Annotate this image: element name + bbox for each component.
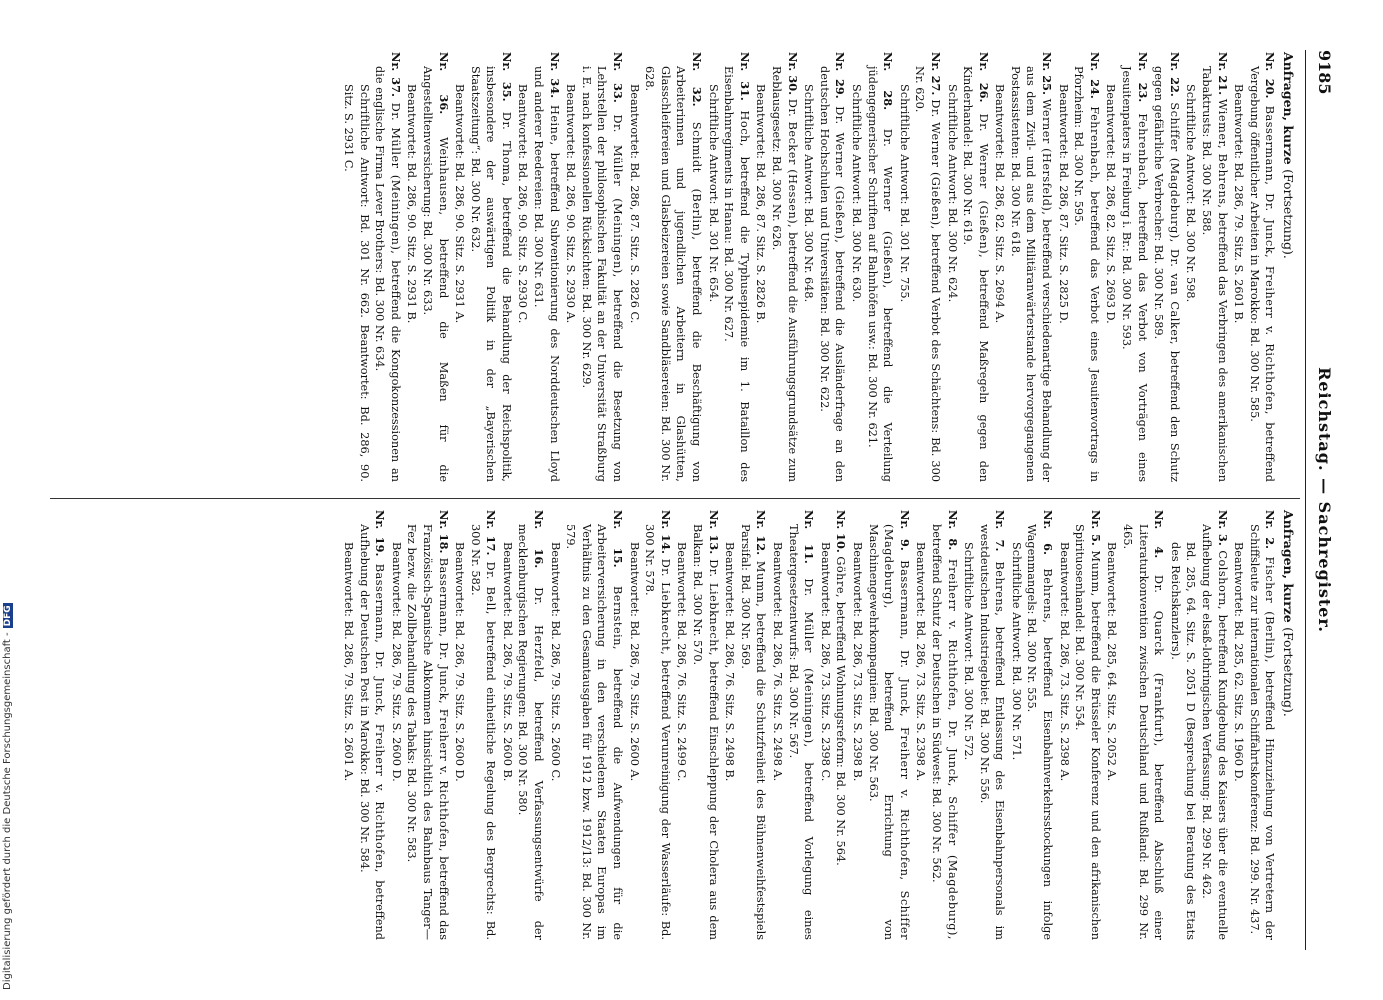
entry-number: Nr. 6. [1041,510,1056,555]
entry-number: Nr. 19. [373,510,388,557]
entry-reference: Beantwortet: Bd. 286, 73. Sitz. S. 2398 C. [818,542,832,782]
entry-text: betreffend Entlassung des Eisenbahnpersonals im westdeutschen Industriegebiet: Bd. 300 Nr. 556. [977,524,1007,941]
entry-text: betreffend das Verbot eines Jesuitenvortrags in Pforzheim: Bd. 300 Nr. 595. [1072,66,1101,483]
entry-names: Dr. Quarck (Frankfurt), [1152,575,1166,747]
entry-reference: Beantwortet: Bd. 286, 87. Sitz. S. 2826 C. [627,84,641,324]
entry-number: Nr. 22. [1167,52,1182,97]
entry-reference: Beantwortet: Bd. 286, 79. Sitz. S. 2601 B. [1232,84,1246,324]
index-entry [944,52,991,482]
credit-text: Digitalisierung gefördert durch die Deutsche Forschungsgemeinschaft - [2,632,13,990]
index-entry [1151,52,1182,482]
index-entry [626,510,673,940]
entry-text: betreffend Wohnungsreform: Bd. 300 Nr. 564. [834,601,848,866]
entry-number: Nr. 37. [388,52,403,97]
index-entry [547,510,625,940]
entry-names: Dr. Werner (Gießen), [881,128,895,289]
entry-text: betreffend Subventionierung des Norddeutschen Lloyd und anderer Reedereien: Bd. 300 Nr. 631. [532,66,561,483]
index-entry [913,510,960,940]
entry-reference: Beantwortet: Bd. 286, 79. Sitz. S. 2600 A. [627,542,641,782]
index-entry [674,510,721,940]
entry-number: Nr. 14. [658,510,673,554]
index-entry [1056,510,1103,940]
digitization-credit [2,560,16,990]
entry-names: Weinhausen, [436,137,450,216]
section-heading-title: Anfragen, kurze [1281,510,1296,623]
entry-reference: Beantwortet: Bd. 286, 79. Sitz. S. 2600 C. [548,542,562,782]
entry-number: Nr. 33. [611,52,626,103]
entry-text: betreffend Vorlegung eines Theatergesetzentwurfs: Bd. 300 Nr. 567. [786,524,816,940]
entry-text: betreffend verschiedenartige Behandlung der aus dem Zivil- und aus dem Militäranwärterstande hervorgegangenen Postassistenten: Bd. 300 Nr. 618. [1008,66,1054,483]
entry-number: Nr. 26. [976,52,991,103]
entry-names: Dr. Müller (Meiningen), [802,578,816,748]
section-heading-continued: (Fortsetzung). [1281,627,1296,717]
entry-text: betreffend Eisenbahnverkehrsstockungen infolge Wagenmangels: Bd. 300 Nr. 555. [1025,524,1055,941]
index-entry [626,52,704,482]
entry-reference: Schriftliche Antwort: Bd. 300 Nr. 648. [802,84,816,303]
index-entry [849,510,911,940]
entry-number: Nr. 27. [928,52,943,96]
entry-names: Colshorn, [1215,550,1229,611]
entry-number: Nr. 12. [754,510,769,556]
entry-text: betreffend Aufhebung der Deutschen Post in Marokko: Bd. 300 Nr. 584. [357,524,387,940]
entry-reference: Beantwortet: Bd. 286, 79. Sitz. S. 2600 D. [453,542,467,782]
left-column [56,52,1296,482]
entry-names: Behrens, [1041,568,1055,624]
index-entry [404,52,451,482]
entry-names: Schiffer (Magdeburg), Dr. van Calker, [1167,102,1181,346]
entry-reference: Schriftliche Antwort: Bd. 301 Nr. 755. [897,84,911,303]
entry-number: Nr. 30. [785,52,800,96]
entry-text: betreffend die Besetzung von Lehrstellen der philosophischen Fakultät an der Universität Straßburg i. E. nach konfessionellen Rücksichten: Bd. 300 Nr. 629. [579,66,625,482]
entry-number: Nr. 25. [1040,52,1055,95]
entry-number: Nr. 23. [1135,52,1150,103]
entry-number: Nr. 28. [881,52,896,111]
entry-text: betreffend die Kongokonzessionen an die englische Firma Lever Brothers: Bd. 300 Nr. 634. [373,66,402,482]
entry-names: Schmidt (Berlin), [690,121,704,241]
page-header [1308,50,1334,950]
right-column [56,510,1296,940]
entry-number: Nr. 8. [945,510,960,551]
entry-names: Werner (Hersfeld), [1040,98,1054,216]
entry-reference: Beantwortet: Bd. 286, 82. Sitz. S. 2694 A. [993,84,1007,324]
index-entry [499,510,546,940]
entry-names: Dr. Werner (Gießen), [928,99,942,230]
entry-names: Bassermann, Dr. Junck, Freiherr v. Richthofen, [1263,105,1277,415]
dfg-logo: DFG [3,605,13,627]
entry-names: Dr. Liebknecht, [706,559,720,657]
index-entry [769,510,816,940]
entry-reference: Beantwortet: Bd. 286, 73. Sitz. S. 2398 A. [914,542,928,782]
index-entry [801,52,848,482]
section-heading [1280,52,1296,482]
index-entry [848,52,895,482]
index-entry [992,52,1054,482]
entry-names: Dr. Liebknecht, [658,558,672,656]
index-entry [340,510,387,940]
index-entry [1104,510,1166,940]
entry-names: Dr. Thoma, [499,111,513,187]
entry-names: Wiemer, Behrens, [1215,98,1229,209]
entry-names: Bassermann, Dr. Junck, Freiherr v. Richthofen, [436,557,450,852]
entry-number: Nr. 5. [1088,510,1103,546]
rotated-page-content [40,40,1340,960]
entry-text: betreffend Maßregeln gegen den Kinderhandel: Bd. 300 Nr. 619. [961,66,990,483]
entry-text: betreffend Verbot des Schächtens: Bd. 300 Nr. 620. [913,66,942,482]
entry-reference: Beantwortet: Bd. 285, 64. Sitz. S. 2052 A. [1105,542,1119,782]
entry-reference: Beantwortet: Bd. 286, 90. Sitz. S. 2931 A. [453,84,467,324]
entry-text: betreffend das Französisch-Spanische Abkommen hinsichtlich des Bahnbaus Tanger—Fez bezw. die Zollbehandlung des Tabaks: Bd. 300 Nr. 583. [405,524,450,941]
entry-names: Mumm, [754,560,768,608]
entry-names: Dr. Müller (Meiningen), [611,114,625,278]
index-entry [1183,52,1230,482]
entry-text: betreffend Kundgebung des Kaisers über die eventuelle Aufhebung der elsaß-lothringischen Verfassung: Bd. 299 Nr. 462. [1200,524,1229,941]
index-entry [722,510,769,940]
entry-number: Nr. 18. [436,510,451,554]
entry-number: Nr. 11. [802,510,817,564]
entry-number: Nr. 36. [436,52,451,115]
entry-reference: Beantwortet: Bd. 286, 90. Sitz. S. 2930 A. [564,84,578,324]
entry-number: Nr. 35. [499,52,514,102]
credit-rotated [2,603,13,990]
entry-reference: Beantwortet: Bd. 286, 87. Sitz. S. 2825 D. [1056,84,1070,324]
entry-reference: Beantwortet: Bd. 286, 90. Sitz. S. 2931 B. [405,84,419,324]
entry-text: betreffend Schutz der Deutschen in Südwest: Bd. 300 Nr. 562. [929,524,943,883]
header-rule [1305,50,1306,950]
entry-names: Fehrenbach, [1087,106,1101,184]
entry-number: Nr. 21. [1215,52,1230,96]
entry-text: betreffend die Behandlung der Reichspolitik, insbesondere der auswärtigen Politik in der „Bayerischen Staatszeitung“: Bd. 300 Nr. 632. [468,66,513,483]
entry-names: Heine, [547,105,561,146]
index-entry [388,510,450,940]
entry-reference: Beantwortet: Bd. 286, 82. Sitz. S. 2693 D. [1104,84,1118,324]
entry-names: Fehrenbach, [1135,113,1149,191]
entry-text: betreffend den Schutz gegen gefährliche Verbrecher: Bd. 300 Nr. 589. [1152,66,1181,483]
scanned-page [40,40,1340,960]
index-entry [1055,52,1102,482]
entry-number: Nr. 29. [833,52,848,99]
running-title: Reichstag. — Sachregister. [1315,367,1334,633]
section-heading [1280,510,1296,940]
entry-text: betreffend einheitliche Regelung des Bergrechts: Bd. 300 Nr. 582. [468,524,498,940]
entry-reference: Schriftliche Antwort: Bd. 300 Nr. 572. [962,542,976,761]
entry-reference: Beantwortet: Bd. 286, 73. Sitz. S. 2398 A. [1057,542,1071,782]
entry-text: betreffend Hinzuziehung von Vertretern der Schiffsleute zur internationalen Schiffahrtskonferenz: Bd. 299. Nr. 437. [1247,524,1277,941]
entry-names: Fischer (Berlin), [1263,556,1277,664]
entry-reference: Beantwortet: Bd. 286, 79. Sitz. S. 2600 B. [500,542,514,782]
section-heading-continued: (Fortsetzung). [1281,169,1296,259]
index-entry [563,52,625,482]
entry-reference: Beantwortet: Bd. 286, 87. Sitz. S. 2826 B. [754,84,768,324]
entry-number: Nr. 31. [737,52,752,101]
entry-text: betreffend Einschleppung der Cholera aus dem Balkan: Bd. 300 Nr. 570. [691,524,720,940]
index-entry [753,52,800,482]
entry-text: betreffend die Aufwendungen für die Arbeiterversicherung in den verschiedenen Staaten Europas im Verhältnis zu den Gesamtausgaben für 1912 bzw. 1912/13: Bd. 300 Nr. 579. [564,524,625,941]
entry-names: Bernstein, [611,585,625,651]
entry-reference: Bd. 285, 64. Sitz. S. 2051 D (Besprechung bei Beratung des Etats des Reichskanzlers). [1168,542,1198,940]
entry-text: betreffend die Verteilung jüdengegnerischer Schriften auf Bahnhöfen usw.: Bd. 300 Nr. 621. [865,66,895,482]
entry-text: betreffend das Verbot von Vorträgen eines Jesuitenpaters in Freiburg i. Br.: Bd. 300 Nr. 593. [1120,66,1149,482]
entry-text: betreffend die Typhusepidemie im 1. Bataillon des Eisenbahnregiments in Hanau: Bd. 300 Nr. 627. [722,66,751,482]
entry-number: Nr. 13. [706,510,721,555]
entry-names: Bassermann, Dr. Junck, Freiherr v. Richthofen, Schiffer (Magdeburg), [882,524,911,940]
entry-number: Nr. 24. [1087,52,1102,99]
index-entry [340,52,402,482]
index-entry [1231,510,1278,940]
entry-reference: Schriftliche Antwort: Bd. 301 Nr. 662. Beantwortet: Bd. 286, 90. Sitz. S. 2931 C. [341,84,371,482]
page-number: 9185 [1315,50,1334,95]
entry-text: betreffend Verunreinigung der Wasserläufe: Bd. 300 Nr. 578. [643,524,672,941]
entry-number: Nr. 9. [897,510,912,551]
index-entry [817,510,848,940]
index-entry [452,510,499,940]
entry-number: Nr. 17. [484,510,499,556]
index-entry [452,52,514,482]
entry-names: Göhre, [834,556,848,599]
entry-reference: Schriftliche Antwort: Bd. 300 Nr. 598. [1184,84,1198,303]
entry-names: Mumm, [1088,550,1102,597]
section-heading-title: Anfragen, kurze [1281,52,1296,165]
entry-number: Nr. 34. [547,52,562,99]
entry-text: betreffend die Schutzfreiheit des Bühnenweihfestspiels Parsifal: Bd. 300 Nr. 569. [738,524,768,941]
entry-names: Dr. Müller (Meiningen), [388,102,402,255]
entry-reference: Beantwortet: Bd. 286, 76. Sitz. S. 2498 A. [771,542,784,782]
entry-text: betreffend Errichtung von Maschinengewehrkompagnien: Bd. 300 Nr. 563. [866,524,896,940]
entry-reference: Beantwortet: Bd. 286, 73. Sitz. S. 2398 B. [850,542,864,782]
index-entry [1231,52,1278,482]
entry-names: Dr. Werner (Gießen), [976,113,990,259]
entry-names: Dr. Bell, [484,561,498,615]
entry-number: Nr. 20. [1263,52,1278,99]
entry-reference: Schriftliche Antwort: Bd. 300 Nr. 624. [945,84,959,303]
entry-reference: Beantwortet: Bd. 286, 90. Sitz. S. 2930 C. [516,84,530,324]
entry-text: betreffend die Maßen für die Angestelltenversicherung: Bd. 300 Nr. 633. [420,66,450,483]
entry-text: betreffend Verfassungsentwürfe der mecklenburgischen Regierungen: Bd. 300 Nr. 580. [516,524,546,941]
index-entry [515,52,562,482]
entry-text: betreffend das Verbringen des amerikanischen Tabaktrusts: Bd. 300 Nr. 588. [1200,66,1229,483]
entry-reference: Schriftliche Antwort: Bd. 300 Nr. 571. [1009,542,1023,761]
entry-names: Dr. Becker (Hessen), [785,98,799,229]
entry-number: Nr. 10. [834,510,849,553]
index-entry [961,510,1008,940]
index-entry [1008,510,1055,940]
entry-names: Hoch, [737,110,751,147]
entry-text: betreffend die Ausführungsgrundsätze zum Reblausgesetz: Bd. 300 Nr. 626. [770,66,799,483]
entry-text: betreffend Abschluß einer Literaturkonvention zwischen Deutschland und Rußland: Bd. 299 Nr. 465. [1121,524,1166,941]
entry-number: Nr. 3. [1215,510,1230,546]
entry-number: Nr. 32. [690,52,705,107]
entry-text: betreffend die Brüsseler Konferenz und den afrikanischen Spirituosenhandel: Bd. 300 Nr. 554. [1073,524,1102,941]
entry-text: betreffend die Beschäftigung von Arbeiterinnen und jugendlichen Arbeitern in Glashütten, Glasschleifereien und Glasbeizereien sowie Sandbläsereien: Bd. 300 Nr. 628. [643,66,704,483]
column-divider [50,498,1300,499]
entry-reference: Beantwortet: Bd. 286, 76. Sitz. S. 2498 B. [723,542,737,782]
entry-names: Dr. Werner (Gießen), [833,106,847,244]
entry-reference: Beantwortet: Bd. 286, 79. Sitz. S. 2600 D. [389,542,403,782]
index-entry [1167,510,1229,940]
entry-number: Nr. 4. [1152,510,1167,559]
entry-reference: Beantwortet: Bd. 286, 76. Sitz. S. 2499 C. [675,542,689,782]
entry-number: Nr. 15. [611,510,626,568]
entry-reference: Beantwortet: Bd. 285, 62. Sitz. S. 1960 D. [1232,542,1246,782]
entry-text: betreffend die Ausländerfrage an den deutschen Hochschulen und Universitäten: Bd. 300 Nr. 622. [817,66,847,483]
entry-reference: Beantwortet: Bd. 286, 79. Sitz. S. 2601 A. [341,542,355,782]
entry-names: Dr. Herzfeld, [532,587,546,683]
entry-names: Behrens, [993,561,1007,617]
entry-text: betreffend Vergebung öffentlicher Arbeiten in Marokko: Bd. 300 Nr. 585. [1247,66,1277,482]
index-entry [896,52,943,482]
entry-reference: Schriftliche Antwort: Bd. 300 Nr. 630. [849,84,863,303]
entry-names: Freiherr v. Richthofen, Dr. Junck, Schiffer (Magdeburg), [945,558,959,940]
entry-reference: Schriftliche Antwort: Bd. 301 Nr. 654. [706,84,720,303]
index-entry [705,52,752,482]
entry-number: Nr. 2. [1263,510,1278,549]
index-entry [1103,52,1150,482]
entry-number: Nr. 7. [993,510,1008,552]
entry-names: Bassermann, Dr. Junck, Freiherr v. Richthofen, [373,563,387,873]
entry-number: Nr. 16. [532,510,547,569]
